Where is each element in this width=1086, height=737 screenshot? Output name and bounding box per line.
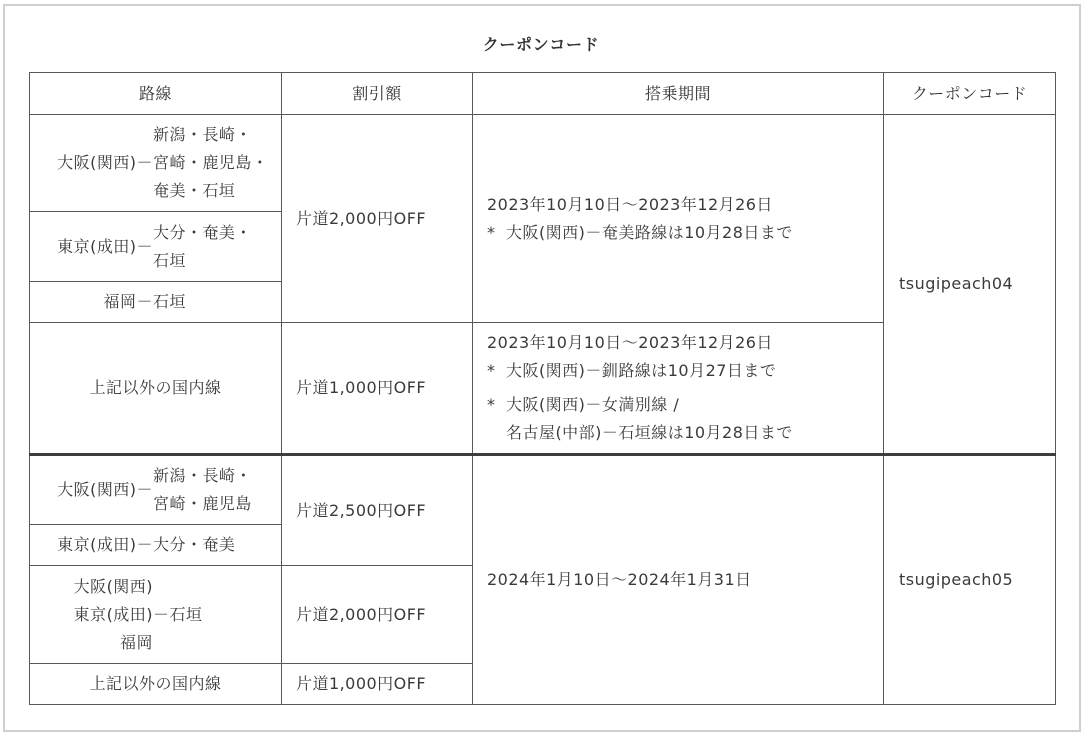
period-dates: 2023年10月10日～2023年12月26日 — [487, 194, 773, 214]
period-dates: 2024年1月10日～2024年1月31日 — [487, 570, 752, 589]
table-header-row — [30, 73, 1056, 115]
period-note — [487, 391, 875, 447]
discount-cell: 片道1,000円OFF — [282, 323, 473, 455]
table-row — [30, 115, 1056, 212]
note-text — [506, 219, 793, 247]
period-dates: 2023年10月10日～2023年12月26日 — [487, 333, 773, 352]
route — [45, 462, 275, 518]
discount-cell: 片道1,000円OFF — [282, 664, 473, 705]
route-destination: 新潟・長崎・ — [153, 466, 252, 485]
route — [45, 573, 275, 657]
discount-cell: 片道2,000円OFF — [282, 566, 473, 664]
note-text — [506, 357, 776, 385]
coupon-code-cell: tsugipeach04 — [884, 115, 1056, 455]
route-destination: 石垣 — [153, 292, 186, 311]
route-origins — [45, 573, 153, 657]
route-destination: 宮崎・鹿児島・ — [153, 153, 269, 172]
route-origin: 東京(成田)－ — [57, 535, 153, 554]
period-cell — [473, 455, 884, 705]
route-cell — [30, 566, 282, 664]
route-origin: 福岡 — [120, 632, 153, 652]
note-marker: * — [487, 395, 496, 414]
route-origin: 大阪(関西) — [73, 576, 153, 596]
route-cell — [30, 115, 282, 212]
route-cell — [30, 282, 282, 323]
period-cell — [473, 115, 884, 323]
route-destinations — [153, 462, 252, 518]
coupon-table — [29, 72, 1056, 705]
route-destination: 宮崎・鹿児島 — [153, 494, 252, 513]
route-destination: 大分・奄美 — [153, 535, 236, 554]
period-note — [487, 219, 875, 247]
note-text — [506, 391, 793, 447]
route-destination: 大分・奄美・ — [153, 222, 252, 242]
route-destinations — [153, 121, 268, 205]
route-cell — [30, 455, 282, 525]
discount-cell: 片道2,500円OFF — [282, 455, 473, 566]
route-origin: 大阪(関西)－ — [57, 480, 153, 499]
route-destinations — [153, 219, 252, 275]
route-cell — [30, 212, 282, 282]
route-origin: 福岡－ — [103, 292, 153, 311]
header-route: 路線 — [30, 73, 282, 115]
route-destination: 奄美・石垣 — [153, 181, 236, 200]
note-line: 大阪(関西)－奄美路線は10月28日まで — [506, 222, 793, 242]
route-origin: 東京(成田)－ — [57, 236, 153, 256]
route-destination: －石垣 — [153, 604, 203, 624]
route-destinations — [153, 531, 235, 559]
route-cell: 上記以外の国内線 — [30, 664, 282, 705]
route — [45, 288, 275, 316]
route-cell — [30, 525, 282, 566]
table-row — [30, 455, 1056, 525]
route-origin: 東京(成田) — [73, 604, 153, 624]
route-destination: 新潟・長崎・ — [153, 125, 252, 144]
coupon-code-cell: tsugipeach05 — [884, 455, 1056, 705]
route — [45, 531, 275, 559]
header-coupon-code: クーポンコード — [884, 73, 1056, 115]
note-line: 大阪(関西)－釧路線は10月27日まで — [506, 361, 777, 380]
route-destination: 石垣 — [153, 250, 186, 270]
period-cell — [473, 323, 884, 455]
note-marker: * — [487, 222, 496, 242]
route-origin: 大阪(関西)－ — [57, 153, 153, 172]
route-destinations — [153, 288, 186, 316]
header-discount: 割引額 — [282, 73, 473, 115]
discount-cell: 片道2,000円OFF — [282, 115, 473, 323]
header-period: 搭乗期間 — [473, 73, 884, 115]
route — [45, 121, 275, 205]
note-line: 大阪(関西)－女満別線 / — [506, 395, 680, 414]
period-note — [487, 357, 875, 385]
note-line: 名古屋(中部)－石垣線は10月28日まで — [506, 423, 793, 442]
note-marker: * — [487, 361, 496, 380]
route-cell: 上記以外の国内線 — [30, 323, 282, 455]
section-title: クーポンコード — [482, 35, 600, 54]
route — [45, 219, 275, 275]
